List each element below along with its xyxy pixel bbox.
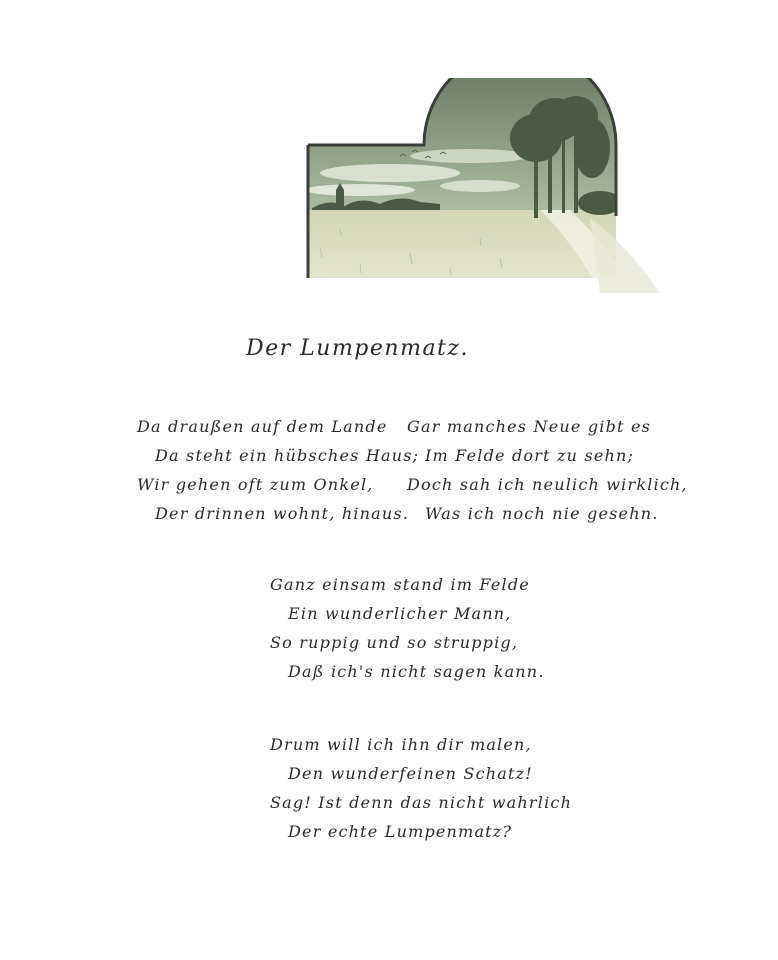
verse-line: Doch sah ich neulich wirklich, — [407, 475, 688, 494]
verse-line: Wir gehen oft zum Onkel, — [137, 475, 374, 494]
verse-line: Was ich noch nie gesehn. — [425, 504, 659, 523]
stanza-2 — [407, 412, 688, 528]
verse-line: So ruppig und so struppig, — [270, 633, 519, 652]
verse-line: Ganz einsam stand im Felde — [270, 575, 530, 594]
stanza-1 — [137, 412, 419, 528]
poem-title: Der Lumpenmatz. — [246, 336, 469, 361]
verse-line: Ein wunderlicher Mann, — [288, 604, 512, 623]
verse-line: Da draußen auf dem Lande — [137, 417, 388, 436]
verse-line: Sag! Ist denn das nicht wahrlich — [270, 793, 573, 812]
verse-line: Den wunderfeinen Schatz! — [288, 764, 533, 783]
landscape-illustration — [300, 78, 670, 328]
stanza-4 — [270, 730, 572, 846]
verse-line: Der drinnen wohnt, hinaus. — [155, 504, 410, 523]
verse-line: Da steht ein hübsches Haus; — [155, 446, 420, 465]
verse-line: Im Felde dort zu sehn; — [425, 446, 635, 465]
verse-line: Drum will ich ihn dir malen, — [270, 735, 532, 754]
verse-line: Gar manches Neue gibt es — [407, 417, 652, 436]
verse-line: Daß ich's nicht sagen kann. — [288, 662, 545, 681]
verse-line: Der echte Lumpenmatz? — [288, 822, 513, 841]
stanza-3 — [270, 570, 545, 686]
